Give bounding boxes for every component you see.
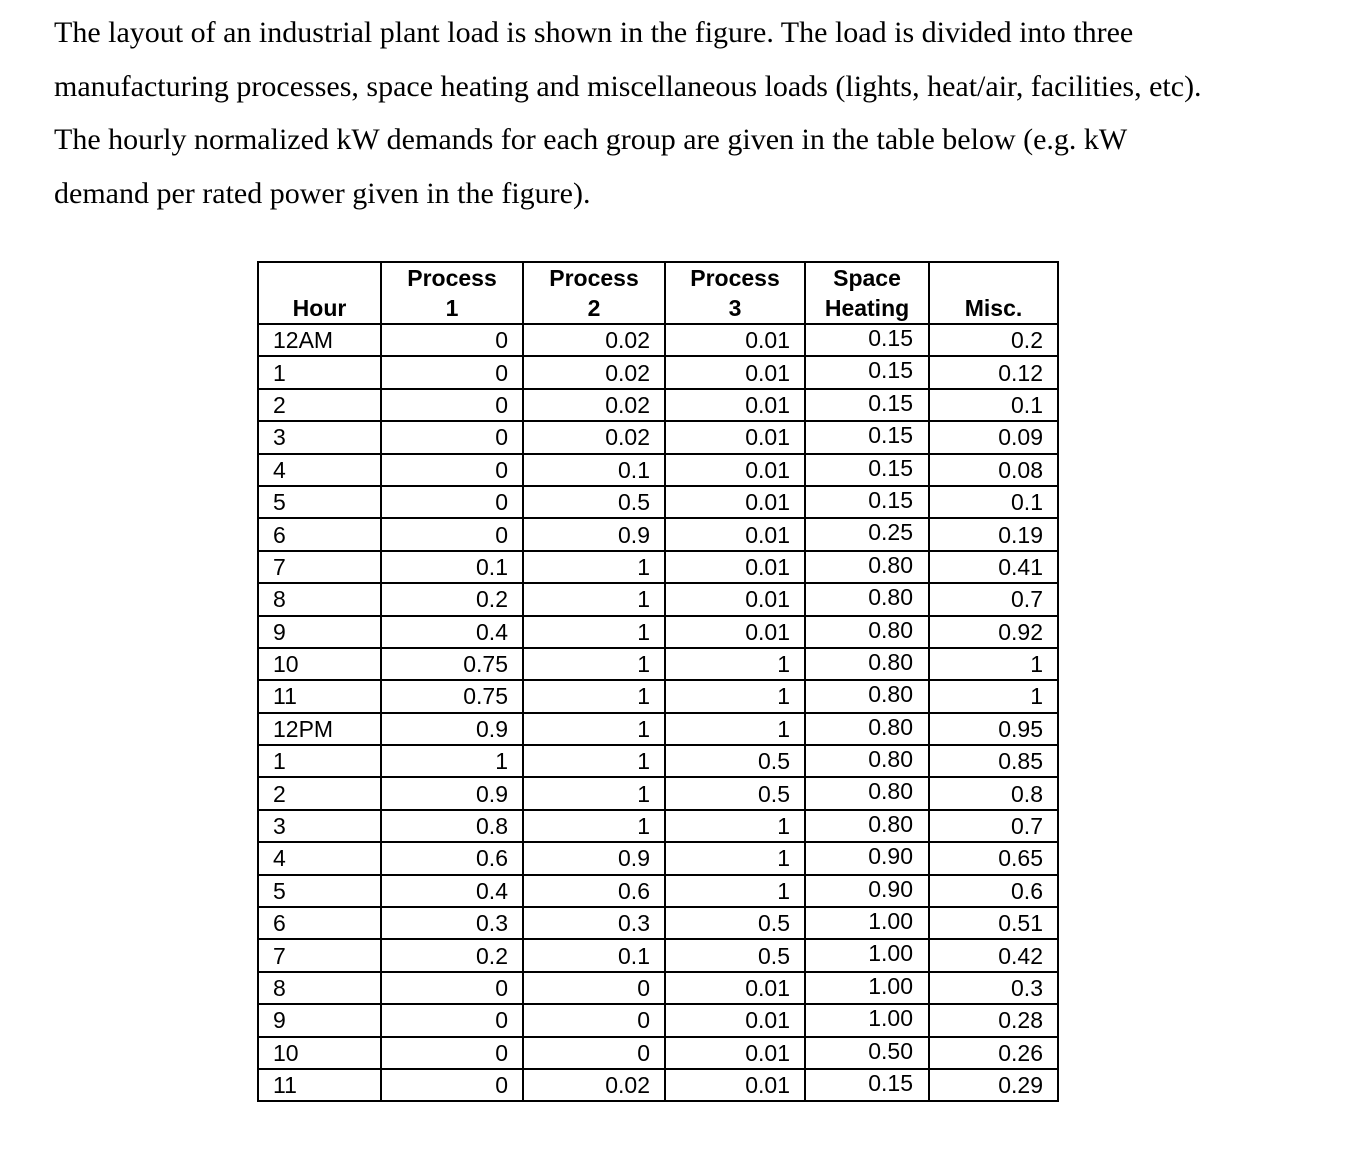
cell-space-heating: 1.00 [805,939,929,971]
cell-process-3: 0.5 [665,907,805,939]
table-row [258,972,1058,1004]
cell-process-2: 0.02 [523,1069,665,1101]
cell-hour: 12AM [258,324,381,356]
table-row [258,583,1058,615]
cell-misc: 0.41 [929,551,1058,583]
cell-hour: 5 [258,486,381,518]
cell-hour: 3 [258,810,381,842]
cell-process-1: 0.2 [381,939,523,971]
cell-misc: 0.95 [929,713,1058,745]
intro-line: The hourly normalized kW demands for each group are given in the table below (e.g. kW [54,123,1128,156]
cell-process-1: 0.9 [381,713,523,745]
cell-space-heating: 0.15 [805,454,929,486]
cell-space-heating: 0.80 [805,648,929,680]
cell-process-1: 0 [381,1004,523,1036]
load-demand-table [257,261,1059,1102]
cell-misc: 0.12 [929,356,1058,388]
cell-process-2: 0 [523,972,665,1004]
cell-process-1: 0 [381,421,523,453]
table-row [258,907,1058,939]
table-row [258,518,1058,550]
cell-process-2: 0.1 [523,939,665,971]
cell-space-heating: 1.00 [805,1004,929,1036]
table-row [258,648,1058,680]
cell-hour: 10 [258,648,381,680]
table-body [258,324,1058,1101]
table-row [258,1069,1058,1101]
cell-process-2: 0.9 [523,518,665,550]
cell-process-3: 1 [665,810,805,842]
cell-misc: 0.7 [929,810,1058,842]
cell-process-2: 1 [523,745,665,777]
cell-misc: 1 [929,680,1058,712]
cell-process-1: 0.75 [381,680,523,712]
cell-misc: 0.1 [929,389,1058,421]
cell-space-heating: 0.15 [805,1069,929,1101]
cell-misc: 0.1 [929,486,1058,518]
cell-hour: 1 [258,356,381,388]
cell-process-2: 1 [523,616,665,648]
cell-process-1: 0 [381,356,523,388]
cell-hour: 8 [258,583,381,615]
header-hour [258,262,381,324]
table-row [258,454,1058,486]
table-row [258,1037,1058,1069]
intro-line: The layout of an industrial plant load is shown in the figure. The load is divided into three [54,16,1134,49]
header-misc [929,262,1058,324]
table-row [258,777,1058,809]
cell-space-heating: 0.80 [805,616,929,648]
cell-process-2: 1 [523,810,665,842]
cell-space-heating: 0.80 [805,745,929,777]
cell-space-heating: 0.15 [805,356,929,388]
cell-hour: 3 [258,421,381,453]
cell-process-1: 0.75 [381,648,523,680]
cell-space-heating: 0.15 [805,486,929,518]
cell-process-3: 0.01 [665,324,805,356]
cell-process-1: 0 [381,1069,523,1101]
table-row [258,842,1058,874]
cell-process-1: 0 [381,972,523,1004]
cell-process-1: 0 [381,518,523,550]
cell-process-3: 0.01 [665,356,805,388]
table-row [258,680,1058,712]
header-line: Hour [292,295,347,321]
table-row [258,356,1058,388]
cell-process-1: 0 [381,389,523,421]
cell-space-heating: 0.15 [805,389,929,421]
cell-process-2: 0.9 [523,842,665,874]
cell-process-3: 0.01 [665,972,805,1004]
cell-process-2: 1 [523,551,665,583]
cell-hour: 7 [258,551,381,583]
cell-hour: 7 [258,939,381,971]
cell-space-heating: 0.25 [805,518,929,550]
cell-hour: 6 [258,518,381,550]
cell-hour: 2 [258,389,381,421]
cell-misc: 0.2 [929,324,1058,356]
table-row [258,389,1058,421]
cell-hour: 11 [258,680,381,712]
header-line: Process [549,265,639,291]
cell-process-1: 0.8 [381,810,523,842]
cell-process-1: 0.1 [381,551,523,583]
cell-process-3: 0.01 [665,1069,805,1101]
cell-process-2: 1 [523,583,665,615]
cell-process-2: 0.1 [523,454,665,486]
header-line: Process [690,265,780,291]
cell-misc: 0.7 [929,583,1058,615]
table-header-row [258,262,1058,324]
cell-process-3: 0.01 [665,1037,805,1069]
cell-hour: 4 [258,454,381,486]
cell-misc: 0.65 [929,842,1058,874]
cell-hour: 10 [258,1037,381,1069]
cell-hour: 5 [258,875,381,907]
cell-process-3: 1 [665,842,805,874]
cell-process-1: 0 [381,486,523,518]
cell-process-3: 1 [665,680,805,712]
intro-line: manufacturing processes, space heating and miscellaneous loads (lights, heat/air, facilities, etc). [54,69,1202,103]
header-line: 2 [587,295,601,321]
cell-misc: 0.8 [929,777,1058,809]
cell-space-heating: 0.80 [805,551,929,583]
cell-space-heating: 0.15 [805,324,929,356]
cell-process-3: 1 [665,713,805,745]
cell-process-3: 0.01 [665,389,805,421]
header-process-2 [523,262,665,324]
header-line: 1 [445,295,459,321]
cell-process-1: 0.2 [381,583,523,615]
cell-process-3: 1 [665,875,805,907]
cell-space-heating: 0.80 [805,777,929,809]
cell-process-3: 0.01 [665,1004,805,1036]
cell-process-3: 0.01 [665,551,805,583]
cell-space-heating: 0.80 [805,810,929,842]
cell-misc: 0.08 [929,454,1058,486]
cell-misc: 0.85 [929,745,1058,777]
table-row [258,1004,1058,1036]
intro-paragraph [54,6,1344,220]
cell-process-3: 0.5 [665,939,805,971]
cell-space-heating: 0.15 [805,421,929,453]
cell-hour: 4 [258,842,381,874]
cell-hour: 6 [258,907,381,939]
cell-misc: 0.92 [929,616,1058,648]
cell-process-1: 0.6 [381,842,523,874]
cell-misc: 0.6 [929,875,1058,907]
header-process-1 [381,262,523,324]
cell-space-heating: 0.80 [805,680,929,712]
cell-space-heating: 0.90 [805,842,929,874]
table-row [258,421,1058,453]
cell-space-heating: 1.00 [805,972,929,1004]
cell-hour: 9 [258,616,381,648]
cell-process-2: 0.3 [523,907,665,939]
cell-misc: 0.3 [929,972,1058,1004]
table-row [258,745,1058,777]
cell-hour: 11 [258,1069,381,1101]
header-line: Space [833,265,901,291]
cell-process-3: 0.01 [665,583,805,615]
cell-misc: 0.19 [929,518,1058,550]
cell-misc: 0.09 [929,421,1058,453]
header-line: Process [407,265,497,291]
cell-process-1: 0 [381,324,523,356]
cell-misc: 0.42 [929,939,1058,971]
cell-process-2: 0.6 [523,875,665,907]
cell-process-3: 0.01 [665,454,805,486]
cell-space-heating: 0.90 [805,875,929,907]
cell-process-2: 0.02 [523,324,665,356]
cell-process-3: 0.01 [665,421,805,453]
cell-process-2: 1 [523,648,665,680]
cell-process-2: 1 [523,713,665,745]
header-line: Heating [824,295,910,321]
cell-hour: 12PM [258,713,381,745]
cell-process-3: 0.01 [665,616,805,648]
table-row [258,616,1058,648]
cell-misc: 1 [929,648,1058,680]
cell-space-heating: 1.00 [805,907,929,939]
cell-misc: 0.29 [929,1069,1058,1101]
cell-process-3: 0.5 [665,745,805,777]
cell-misc: 0.51 [929,907,1058,939]
cell-process-1: 0.4 [381,616,523,648]
table-row [258,810,1058,842]
cell-process-3: 0.01 [665,518,805,550]
header-space-heating [805,262,929,324]
cell-hour: 8 [258,972,381,1004]
header-line: Misc. [964,295,1023,321]
table-row [258,939,1058,971]
cell-misc: 0.26 [929,1037,1058,1069]
cell-hour: 9 [258,1004,381,1036]
header-process-3 [665,262,805,324]
cell-hour: 1 [258,745,381,777]
table-row [258,713,1058,745]
cell-process-2: 1 [523,777,665,809]
cell-process-1: 0 [381,454,523,486]
table-row [258,324,1058,356]
cell-process-2: 0 [523,1037,665,1069]
cell-process-1: 0.9 [381,777,523,809]
cell-process-2: 0.02 [523,356,665,388]
table-row [258,551,1058,583]
table-row [258,486,1058,518]
cell-process-2: 1 [523,680,665,712]
cell-process-2: 0.02 [523,421,665,453]
cell-process-3: 1 [665,648,805,680]
cell-space-heating: 0.80 [805,713,929,745]
cell-process-2: 0.5 [523,486,665,518]
cell-process-3: 0.01 [665,486,805,518]
cell-process-1: 0.4 [381,875,523,907]
intro-line: demand per rated power given in the figure). [54,176,591,210]
cell-process-1: 1 [381,745,523,777]
cell-space-heating: 0.50 [805,1037,929,1069]
cell-process-1: 0.3 [381,907,523,939]
cell-process-1: 0 [381,1037,523,1069]
cell-process-2: 0 [523,1004,665,1036]
cell-process-2: 0.02 [523,389,665,421]
cell-misc: 0.28 [929,1004,1058,1036]
cell-hour: 2 [258,777,381,809]
cell-space-heating: 0.80 [805,583,929,615]
cell-process-3: 0.5 [665,777,805,809]
table-row [258,875,1058,907]
header-line: 3 [728,295,742,321]
